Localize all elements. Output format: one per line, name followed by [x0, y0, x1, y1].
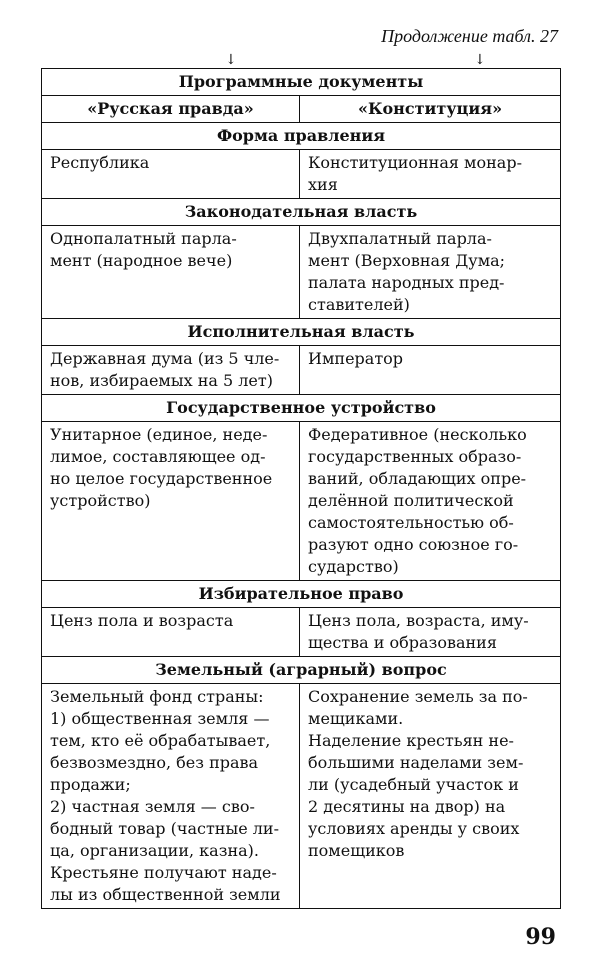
section-content-row	[42, 226, 561, 319]
section-heading-row	[42, 395, 561, 422]
cell-text-line: мент (народное вече)	[50, 251, 233, 270]
cell-text-line: хия	[308, 175, 338, 194]
column-header-russkaya-pravda: «Русская правда»	[42, 96, 300, 123]
section-heading-row	[42, 123, 561, 150]
cell-text-line: Унитарное (единое, неде-	[50, 425, 268, 444]
cell-text-line: государственных образо-	[308, 447, 522, 466]
section-heading-row	[42, 581, 561, 608]
konstitutsiya-cell	[300, 226, 561, 319]
section-heading: Форма правления	[42, 123, 561, 150]
cell-text-line: лимое, составляющее од-	[50, 447, 266, 466]
cell-text-line: безвозмездно, без права	[50, 753, 259, 772]
cell-text-line: самостоятельностью об-	[308, 513, 514, 532]
cell-text-line: Ценз пола и возраста	[50, 611, 234, 630]
cell-text-line: условиях аренды у своих	[308, 819, 520, 838]
section-heading-row	[42, 199, 561, 226]
table-continuation-label: Продолжение табл. 27	[381, 26, 558, 46]
russkaya-pravda-cell	[42, 226, 300, 319]
cell-text-line: палата народных пред-	[308, 273, 505, 292]
cell-text-line: тем, кто её обрабатывает,	[50, 731, 271, 750]
konstitutsiya-cell	[300, 346, 561, 395]
section-content-row	[42, 684, 561, 909]
cell-text-line: Федеративное (несколько	[308, 425, 527, 444]
section-content-row	[42, 346, 561, 395]
column-header-konstitutsiya: «Конституция»	[300, 96, 561, 123]
section-heading: Государственное устройство	[42, 395, 561, 422]
section-heading: Исполнительная власть	[42, 319, 561, 346]
russkaya-pravda-cell	[42, 422, 300, 581]
cell-text-line: продажи;	[50, 775, 131, 794]
cell-text-line: щества и образования	[308, 633, 497, 652]
cell-text-line: устройство)	[50, 491, 151, 510]
page-number: 99	[525, 924, 556, 950]
cell-text-line: 1) общественная земля —	[50, 709, 270, 728]
russkaya-pravda-cell	[42, 684, 300, 909]
konstitutsiya-cell	[300, 684, 561, 909]
cell-text-line: бодный товар (частные ли-	[50, 819, 279, 838]
cell-text-line: 2) частная земля — сво-	[50, 797, 255, 816]
cell-text-line: мещиками.	[308, 709, 404, 728]
section-heading-row	[42, 657, 561, 684]
cell-text-line: Республика	[50, 153, 150, 172]
cell-text-line: Наделение крестьян не-	[308, 731, 514, 750]
cell-text-line: Державная дума (из 5 чле-	[50, 349, 280, 368]
section-heading-row	[42, 319, 561, 346]
cell-text-line: помещиков	[308, 841, 405, 860]
down-arrow-icon: ↓	[474, 52, 486, 68]
cell-text-line: ставителей)	[308, 295, 410, 314]
cell-text-line: Однопалатный парла-	[50, 229, 237, 248]
section-content-row	[42, 608, 561, 657]
cell-text-line: сударство)	[308, 557, 399, 576]
russkaya-pravda-cell	[42, 346, 300, 395]
section-heading: Избирательное право	[42, 581, 561, 608]
cell-text-line: лы из общественной земли	[50, 885, 281, 904]
cell-text-line: 2 десятины на двор) на	[308, 797, 506, 816]
cell-text-line: большими наделами зем-	[308, 753, 524, 772]
cell-text-line: разуют одно союзное го-	[308, 535, 519, 554]
cell-text-line: Крестьяне получают наде-	[50, 863, 277, 882]
cell-text-line: Двухпалатный парла-	[308, 229, 492, 248]
table-title-row	[42, 69, 561, 96]
konstitutsiya-cell	[300, 422, 561, 581]
konstitutsiya-cell	[300, 608, 561, 657]
cell-text-line: ваний, обладающих опре-	[308, 469, 527, 488]
down-arrow-icon: ↓	[225, 52, 237, 68]
cell-text-line: ца, организации, казна).	[50, 841, 259, 860]
cell-text-line: нов, избираемых на 5 лет)	[50, 371, 273, 390]
konstitutsiya-cell	[300, 150, 561, 199]
section-heading: Земельный (аграрный) вопрос	[42, 657, 561, 684]
cell-text-line: Сохранение земель за по-	[308, 687, 528, 706]
cell-text-line: Конституционная монар-	[308, 153, 522, 172]
cell-text-line: Земельный фонд страны:	[50, 687, 264, 706]
program-documents-table	[41, 68, 561, 909]
cell-text-line: ли (усадебный участок и	[308, 775, 519, 794]
section-content-row	[42, 150, 561, 199]
russkaya-pravda-cell	[42, 150, 300, 199]
cell-text-line: мент (Верховная Дума;	[308, 251, 506, 270]
column-header-row	[42, 96, 561, 123]
cell-text-line: но целое государственное	[50, 469, 273, 488]
cell-text-line: Император	[308, 349, 404, 368]
russkaya-pravda-cell	[42, 608, 300, 657]
section-heading: Законодательная власть	[42, 199, 561, 226]
table-title: Программные документы	[42, 69, 561, 96]
section-content-row	[42, 422, 561, 581]
cell-text-line: делённой политической	[308, 491, 514, 510]
cell-text-line: Ценз пола, возраста, иму-	[308, 611, 529, 630]
